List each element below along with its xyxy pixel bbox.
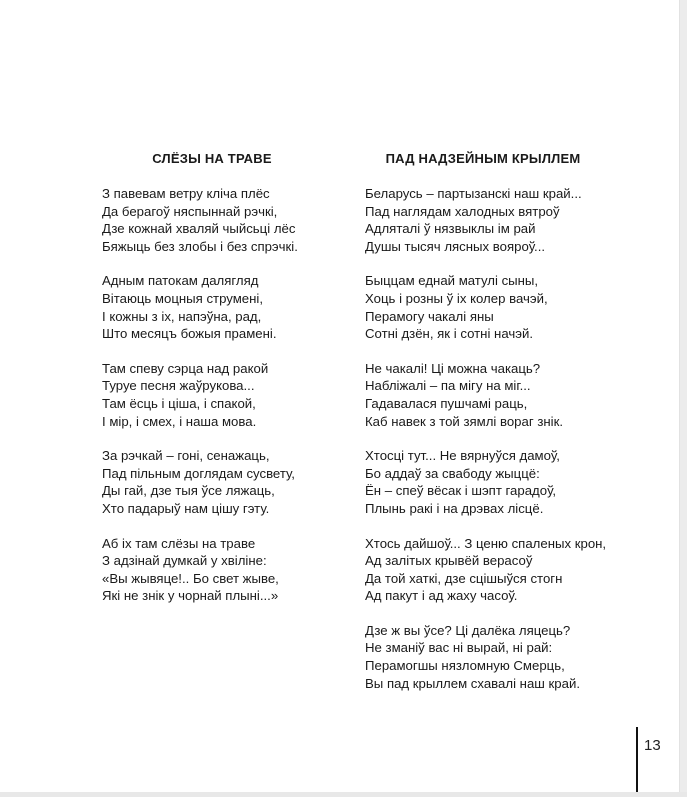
verse-line: Беларусь – партызанскі наш край...	[365, 186, 582, 201]
verse-line: Вы пад крыллем схавалі наш край.	[365, 675, 580, 691]
verse-line: За рэчкай – гоні, сенажаць,	[102, 448, 270, 464]
stanza	[102, 535, 342, 605]
verse-line: Хтосці тут... Не вярнуўся дамоў,	[365, 448, 560, 464]
stanza	[365, 185, 655, 255]
verse-line: Перамогу чакалі яны	[365, 308, 494, 324]
verse-line: Сотні дзён, як і сотні начэй.	[365, 326, 533, 342]
verse-line: Вітаюць моцныя струмені,	[102, 290, 263, 306]
verse-line: Набліжалі – па мігу на міг...	[365, 378, 531, 394]
verse-line: Што месяцъ божыя прамені.	[102, 326, 277, 342]
verse-line: Быццам еднай матулі сыны,	[365, 273, 539, 289]
poem-pad-nadzeinym-kryllem	[365, 150, 655, 709]
stanza	[365, 272, 655, 342]
verse-line: Хто падарыў нам цішу гэту.	[102, 500, 270, 516]
verse-line: Не чакалі! Ці можна чакаць?	[365, 360, 541, 376]
page-edge-shadow	[679, 0, 687, 797]
verse-line: Пад пільным доглядам сусвету,	[102, 465, 295, 481]
verse-line: Гадавалася пушчамі раць,	[365, 395, 528, 411]
verse-line: Бяжыць без злобы і без спрэчкі.	[102, 238, 298, 254]
page-bottom-shadow	[0, 792, 687, 797]
stanza	[365, 447, 655, 517]
verse-line: Дзе кожнай хваляй чыйсьці лёс	[102, 221, 296, 237]
verse-line: Ад залітых крывёй верасоў	[365, 553, 533, 569]
verse-line: Аб іх там слёзы на траве	[102, 535, 256, 551]
verse-line: Ён – спеў вёсак і шэпт гарадоў,	[365, 483, 557, 499]
verse-line: Ад пакут і ад жаху часоў.	[365, 588, 518, 604]
verse-line: Каб навек з той зямлі вораг знік.	[365, 413, 564, 429]
verse-line: З павевам ветру кліча плёс	[102, 186, 270, 201]
poem-title: СЛЁЗЫ НА ТРАВЕ	[152, 151, 272, 166]
verse-line: Адляталі ў нязвыклы ім рай	[365, 221, 536, 237]
stanza	[102, 185, 342, 255]
verse-line: Там ёсць і ціша, і спакой,	[102, 395, 256, 411]
verse-line: Да берагоў няспыннай рэчкі,	[102, 203, 278, 219]
verse-line: Які не знік у чорнай плыні...»	[102, 588, 279, 604]
verse-line: Не зманіў вас ні вырай, ні рай:	[365, 640, 553, 656]
verse-line: Да той хаткі, дзе сцішыўся стогн	[365, 570, 563, 586]
verse-line: Адным патокам далягляд	[102, 273, 259, 289]
stanza	[102, 272, 342, 342]
stanza	[102, 447, 342, 517]
verse-line: Туруе песня жаўрукова...	[102, 378, 255, 394]
poem-title: ПАД НАДЗЕЙНЫМ КРЫЛЛЕМ	[385, 151, 581, 166]
verse-line: Хоць і розны ў іх колер вачэй,	[365, 290, 548, 306]
verse-line: Там спеву сэрца над ракой	[102, 360, 269, 376]
stanza	[365, 622, 655, 692]
page-number: 13	[644, 737, 661, 754]
verse-line: Душы тысяч лясных вояроў...	[365, 238, 546, 254]
stanza	[365, 535, 655, 605]
verse-line: Перамогшы нязломную Смерць,	[365, 658, 565, 674]
verse-line: І кожны з іх, напэўна, рад,	[102, 308, 262, 324]
verse-line: Дзе ж вы ўсе? Ці далёка ляцець?	[365, 622, 571, 638]
verse-line: Плынь ракі і на дрэвах лісцё.	[365, 500, 544, 516]
verse-line: Бо аддаў за свабоду жыццё:	[365, 465, 540, 481]
verse-line: Хтось дайшоў... З ценю спаленых крон,	[365, 535, 607, 551]
verse-line: Ды гай, дзе тыя ўсе ляжаць,	[102, 483, 275, 499]
verse-line: І мір, і смех, і наша мова.	[102, 413, 257, 429]
verse-line: Пад наглядам халодных вятроў	[365, 203, 560, 219]
page-number-rule	[636, 727, 638, 792]
verse-line: З адзінай думкай у хвіліне:	[102, 553, 267, 569]
poem-slyozy-na-trave	[102, 150, 342, 622]
stanza	[102, 360, 342, 430]
stanza	[365, 360, 655, 430]
verse-line: «Вы жывяце!.. Бо свет жыве,	[102, 570, 279, 586]
